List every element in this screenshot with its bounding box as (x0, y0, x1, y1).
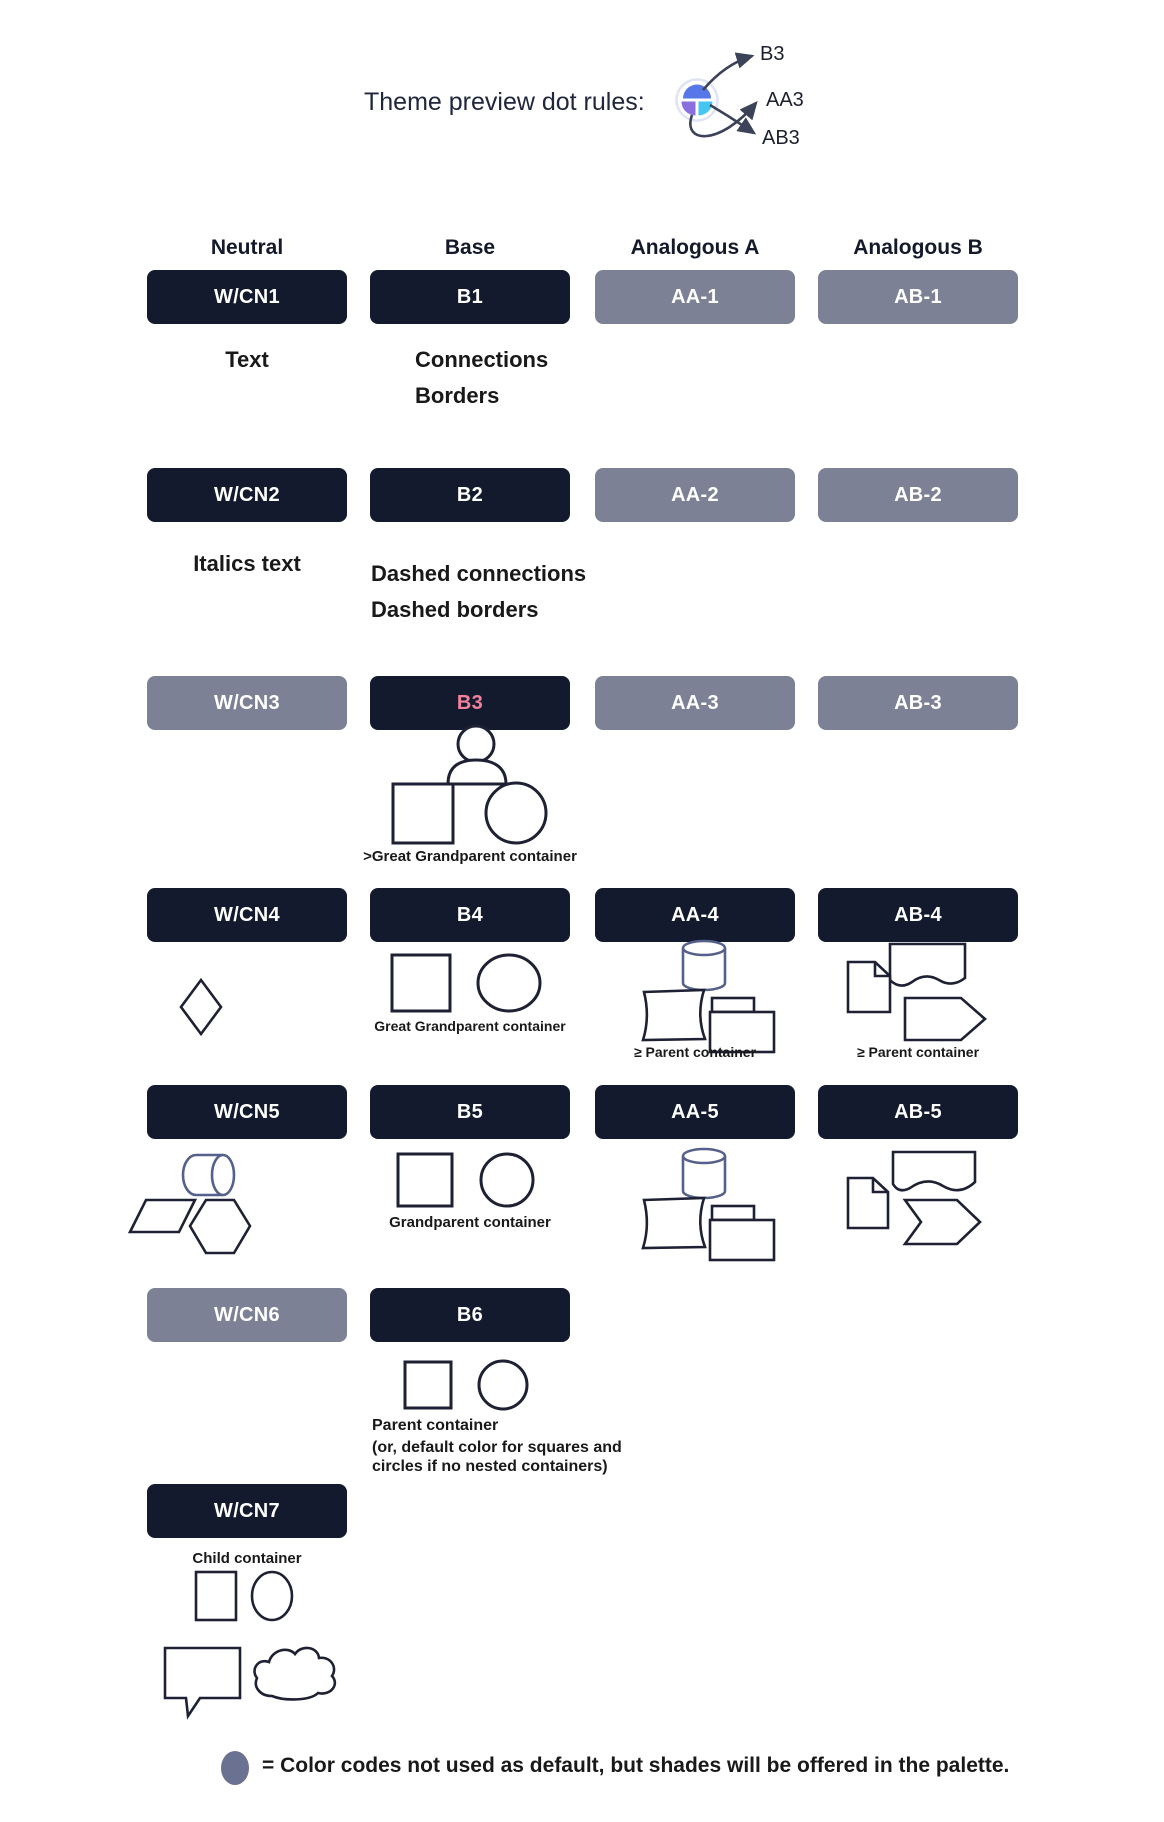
badge-wcn7: W/CN7 (147, 1484, 347, 1538)
aa5-shape-group (638, 1146, 778, 1262)
column-header-base: Base (444, 236, 496, 259)
b5-shape-group (396, 1152, 541, 1210)
b3-shape-group (388, 722, 552, 846)
person-shoulders (448, 760, 506, 784)
wcn7-shape-group (192, 1568, 302, 1626)
flag-shape (893, 1152, 975, 1190)
parallelogram-shape (130, 1200, 195, 1232)
badge-b3: B3 (370, 676, 570, 730)
footer-legend-dot (221, 1751, 249, 1785)
badge-aa1: AA-1 (595, 270, 795, 324)
badge-b5: B5 (370, 1085, 570, 1139)
badge-wcn6: W/CN6 (147, 1288, 347, 1342)
column-header-analogous-a: Analogous A (630, 236, 760, 259)
annotation-b3-container: >Great Grandparent container (363, 848, 577, 865)
annotation-ab4-container: ≥ Parent container (856, 1044, 980, 1060)
square-shape (196, 1572, 236, 1620)
badge-wcn3: W/CN3 (147, 676, 347, 730)
card-shape (643, 1198, 705, 1248)
chevron-shape (905, 1200, 980, 1244)
person-icon (458, 726, 494, 762)
badge-wcn4: W/CN4 (147, 888, 347, 942)
badge-ab3: AB-3 (818, 676, 1018, 730)
square-shape (398, 1154, 452, 1206)
badge-aa3: AA-3 (595, 676, 795, 730)
badge-wcn2: W/CN2 (147, 468, 347, 522)
b4-shape-group (390, 950, 550, 1016)
dot-target-aa3: AA3 (766, 89, 804, 111)
card-shape (643, 990, 705, 1040)
badge-aa4: AA-4 (595, 888, 795, 942)
wcn7-bubble-cloud-group (160, 1636, 345, 1724)
badge-b1: B1 (370, 270, 570, 324)
circle-shape (479, 1361, 527, 1409)
annotation-b1-borders: Borders (415, 383, 500, 408)
circle-shape (481, 1154, 533, 1206)
theme-preview-dot (677, 80, 718, 121)
badge-b4: B4 (370, 888, 570, 942)
badge-aa5: AA-5 (595, 1085, 795, 1139)
annotation-b6-note-1: (or, default color for squares and (372, 1439, 622, 1456)
badge-b2: B2 (370, 468, 570, 522)
arrow-to-ab3 (710, 105, 754, 133)
aa4-shape-group (638, 938, 778, 1054)
badge-wcn5: W/CN5 (147, 1085, 347, 1139)
circle-shape (486, 783, 546, 843)
document-icon (848, 1178, 888, 1228)
flag-shape (890, 944, 965, 986)
b6-shape-group (403, 1360, 533, 1412)
footer-legend-text: = Color codes not used as default, but shades will be offered in the palette. (262, 1754, 1010, 1777)
circle-shape (478, 955, 540, 1011)
chevron-shape (905, 998, 985, 1040)
badge-ab5: AB-5 (818, 1085, 1018, 1139)
theme-preview-dot-diagram (570, 28, 785, 163)
annotation-wcn7-child: Child container (192, 1550, 302, 1567)
annotation-b6-note-2: circles if no nested containers) (372, 1458, 608, 1475)
badge-aa2: AA-2 (595, 468, 795, 522)
speech-bubble-icon (165, 1648, 240, 1716)
cloud-icon (255, 1648, 335, 1700)
annotation-b4-container: Great Grandparent container (374, 1018, 566, 1034)
annotation-wcn1-text: Text (225, 347, 269, 372)
hexagon-shape (190, 1200, 250, 1253)
badge-b6: B6 (370, 1288, 570, 1342)
wcn4-shape-group (179, 978, 223, 1036)
square-shape (392, 955, 450, 1011)
cylinder-end (212, 1155, 234, 1195)
diamond-shape (181, 980, 221, 1034)
circle-shape (252, 1572, 292, 1620)
annotation-wcn2-italics: Italics text (193, 551, 301, 576)
annotation-b2-dashed-borders: Dashed borders (371, 597, 539, 622)
annotation-b1-connections: Connections (415, 347, 549, 372)
dot-target-b3: B3 (760, 43, 785, 65)
badge-wcn1: W/CN1 (147, 270, 347, 324)
ab4-shape-group (845, 942, 990, 1044)
folder-tab (712, 1206, 754, 1220)
dot-target-ab3: AB3 (762, 127, 800, 149)
cylinder-top (683, 941, 725, 955)
cylinder-top (683, 1149, 725, 1163)
square-shape (405, 1362, 451, 1408)
column-header-neutral: Neutral (210, 236, 284, 259)
ab5-shape-group (845, 1148, 990, 1248)
badge-ab2: AB-2 (818, 468, 1018, 522)
document-icon (848, 962, 890, 1012)
badge-ab4: AB-4 (818, 888, 1018, 942)
annotation-b2-dashed-connections: Dashed connections (371, 561, 587, 586)
annotation-b6-parent: Parent container (372, 1417, 499, 1434)
folder-tab (712, 998, 754, 1012)
folder-shape (710, 1220, 774, 1260)
wcn5-shape-group (126, 1150, 256, 1258)
column-header-analogous-b: Analogous B (853, 236, 983, 259)
annotation-aa4-container: ≥ Parent container (633, 1044, 757, 1060)
badge-ab1: AB-1 (818, 270, 1018, 324)
page-title: Theme preview dot rules: (364, 88, 645, 116)
square-shape (393, 784, 453, 843)
annotation-b5-container: Grandparent container (389, 1214, 551, 1231)
